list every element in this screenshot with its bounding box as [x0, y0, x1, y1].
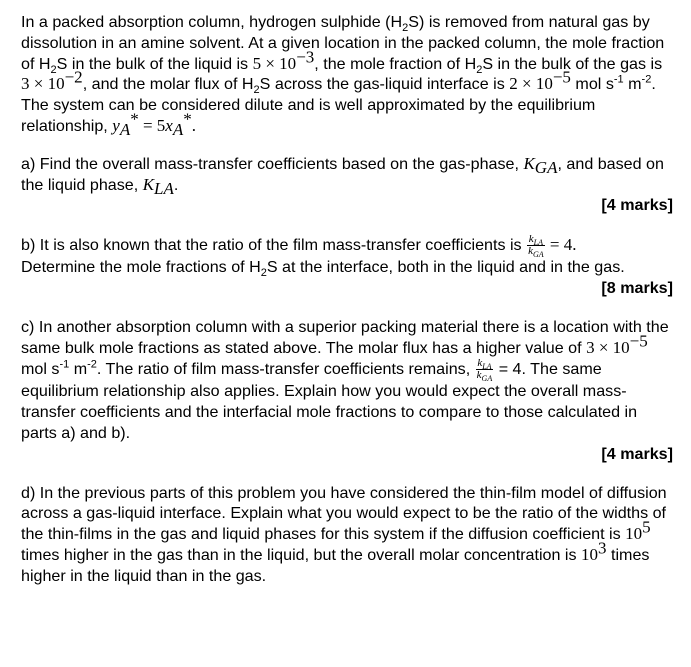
- part-a-question: a) Find the overall mass-transfer coefficients based on the gas-phase, $K_{GA}$, and based on the liquid phase, $K_{LA}$.: [21, 153, 664, 198]
- liquid-mole-fraction: 5 × 10: [252, 53, 297, 73]
- part-a-marks: [4 marks]: [601, 196, 673, 215]
- gas-mole-fraction: 3 × 10: [21, 74, 65, 94]
- higher-molar-flux: 3 × 10: [586, 337, 630, 357]
- part-d-question: d) In the previous parts of this problem you have considered the thin-film model of diffusion across a gas-liquid interface. Explain what you would expect to be the ratio of the widths of the thin-films in the gas and liquid phases for this system if the diffusion coefficient is $10^5$ times higher in the gas than in the liquid, but the overall molar concentration is $10^3$ times higher in the liquid than in the gas.: [21, 483, 667, 585]
- equilibrium-relation: $y_A^* = 5x_A^*$.: [112, 109, 196, 140]
- part-c-question: c) In another absorption column with a superior packing material there is a location with the same bulk mole fractions as stated above. The molar flux has a higher value of $3 \times 10^{-5}$ mol $s^{-1}$ $m^{-2}$. The ratio of film mass-transfer coefficients remains, $\frac{k_{LA}}{k_{GA}}$ = 4. The same equilibrium relationship also applies. Explain how you would expect the overall mass-transfer coefficients and the interfacial mole fractions to compare to those calculated in parts a) and b).: [21, 317, 669, 442]
- molar-flux: 2 × 10: [509, 74, 553, 94]
- film-coefficient-ratio: $\frac{k_{LA}}{k_{GA}}$: [528, 233, 544, 260]
- film-coefficient-ratio-c: $\frac{k_{LA}}{k_{GA}}$: [476, 357, 493, 384]
- part-b-marks: [8 marks]: [601, 278, 673, 297]
- part-c-marks: [4 marks]: [601, 444, 673, 463]
- part-b-question: b) It is also known that the ratio of the film mass-transfer coefficients is $\frac{k_{LA}}{k_{GA}}$ = 4. Determine the mole fractions of $H_2S$ at the interface, both in the liquid and in the gas.: [21, 233, 625, 280]
- intro-paragraph: In a packed absorption column, hydrogen sulphide $(H_2S)$ is removed from natural gas by dissolution in an amine solvent. At a given location in the packed column, the mole fraction of $H_2S$ in the bulk of the liquid is $5 \times 10^{-3}$, the mole fraction of $H_2S$ in the bulk of the gas is $3 \times 10^{-2}$, and the molar flux of $H_2S$ across the gas-liquid interface is $2 \times 10^{-5}$ mol $s^{-1}$ $m^{-2}$. The system can be considered dilute and is well approximated by the equilibrium relationship, $y_A^* = 5x_A^*$.: [21, 13, 665, 140]
